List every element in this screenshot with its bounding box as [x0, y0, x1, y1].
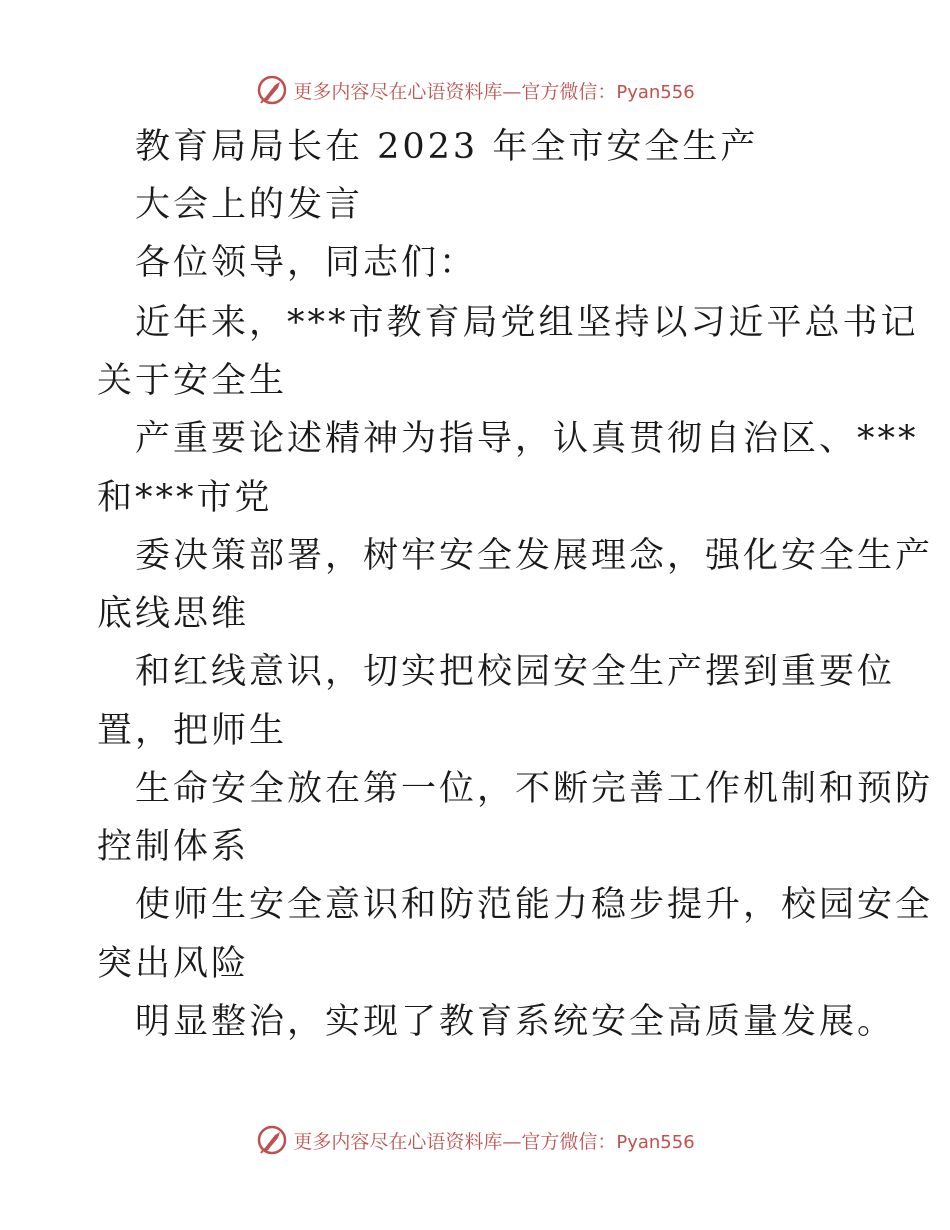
banner-wechat-label: 官方微信： — [521, 80, 617, 103]
body-line: 突出风险 — [97, 944, 250, 984]
body-line: 底线思维 — [97, 594, 250, 634]
document-title-line-2: 大会上的发言 — [135, 185, 364, 225]
body-line: 使师生安全意识和防范能力稳步提升，校园安全 — [135, 885, 934, 925]
banner-text: 更多内容尽在心语资料库 — [293, 1130, 503, 1153]
pen-nib-seal-icon — [255, 73, 289, 107]
banner-dash: — — [502, 80, 522, 103]
body-line: 置，把师生 — [97, 711, 288, 751]
document-title-line-1: 教育局局长在 2023 年全市安全生产 — [135, 127, 759, 167]
banner-text: 更多内容尽在心语资料库 — [293, 80, 503, 103]
body-line: 关于安全生 — [97, 361, 288, 401]
body-line: 控制体系 — [97, 827, 250, 867]
body-line: 生命安全放在第一位，不断完善工作机制和预防 — [135, 769, 934, 809]
body-line: 明显整治，实现了教育系统安全高质量发展。 — [135, 1002, 896, 1042]
header-banner — [0, 70, 950, 110]
body-line: 近年来，***市教育局党组坚持以习近平总书记 — [135, 303, 919, 343]
body-line: 和***市党 — [97, 478, 273, 518]
banner-dash: — — [502, 1130, 522, 1153]
body-line: 产重要论述精神为指导，认真贯彻自治区、*** — [135, 419, 919, 459]
banner-wechat-id: Pyan556 — [616, 81, 695, 103]
body-line: 和红线意识，切实把校园安全生产摆到重要位 — [135, 652, 896, 692]
banner-wechat-id: Pyan556 — [616, 1131, 695, 1153]
banner-text-group — [293, 77, 694, 104]
pen-nib-seal-icon — [255, 1123, 289, 1157]
banner-wechat-label: 官方微信： — [521, 1130, 617, 1153]
salutation: 各位领导，同志们： — [135, 243, 478, 283]
body-line: 委决策部署，树牢安全发展理念，强化安全生产 — [135, 536, 934, 576]
banner-text-group — [293, 1127, 694, 1154]
footer-banner — [0, 1120, 950, 1160]
